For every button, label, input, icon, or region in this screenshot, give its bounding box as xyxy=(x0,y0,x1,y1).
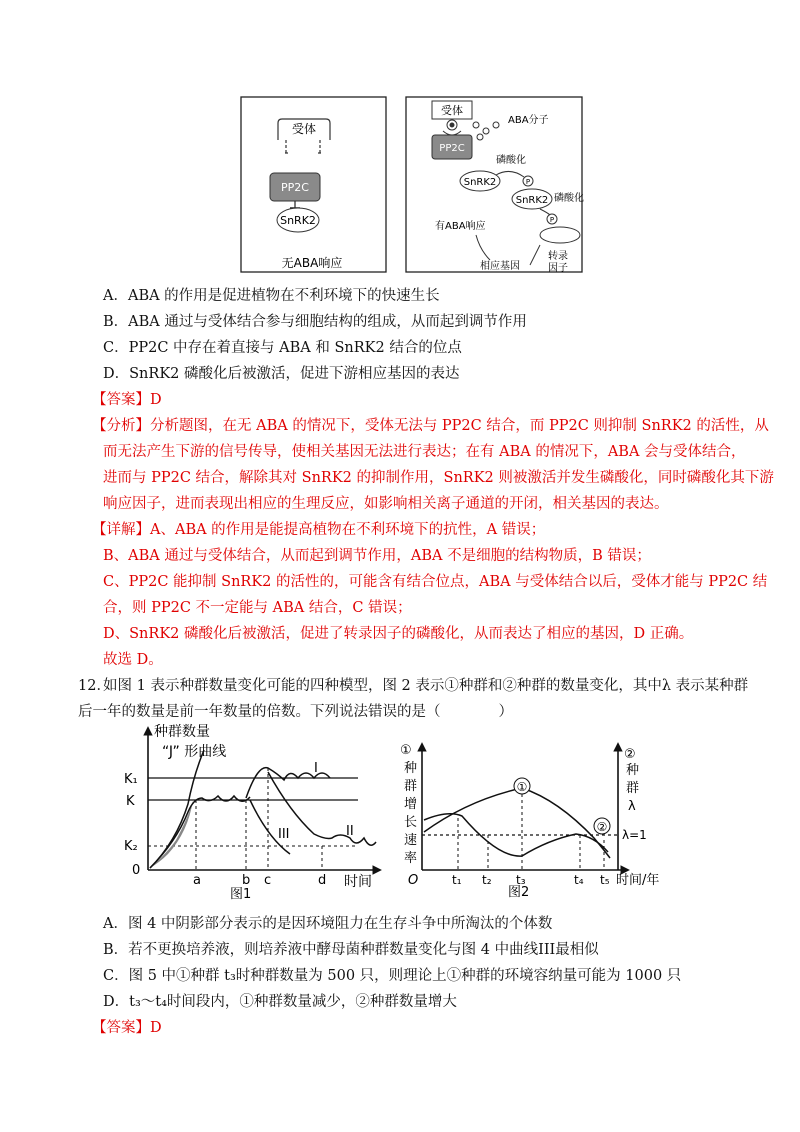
q12-option-b: B．若不更换培养液，则培养液中酵母菌种群数量变化与图 4 中曲线III最相似 xyxy=(103,942,599,958)
fig2-origin: O xyxy=(408,873,419,888)
fig1-s-curve xyxy=(150,796,250,868)
figure1-population-models xyxy=(118,722,386,902)
q11-option-b: B．ABA 通过与受体结合参与细胞结构的组成，从而起到调节作用 xyxy=(103,314,527,330)
q11-answer: 【答案】D xyxy=(92,392,162,408)
q11-detail-line-4: 合，则 PP2C 不一定能与 ABA 结合，C 错误； xyxy=(103,600,412,616)
gene-label: 相应基因 xyxy=(480,261,520,272)
q11-detail-line-1: 【详解】A、ABA 的作用是能提高植物在不利环境下的抗性，A 错误； xyxy=(92,522,546,538)
fig2-left-label-5: 速 xyxy=(404,833,418,848)
arrow-phos-2 xyxy=(540,209,550,215)
pp2c-label-b: PP2C xyxy=(439,143,465,154)
fig2-peak2-label: ② xyxy=(596,820,608,834)
fig1-origin: 0 xyxy=(132,863,141,878)
fig2-lambda1-label: λ=1 xyxy=(622,828,647,842)
fig2-right-label-2: 群 xyxy=(626,781,640,796)
fig2-left-label-6: 率 xyxy=(404,851,418,866)
arrow-response xyxy=(476,235,490,260)
fig2-caption: 图2 xyxy=(508,885,530,898)
fig2-left-label-1: 种 xyxy=(404,761,418,776)
fig2-curve-1 xyxy=(424,788,610,858)
q12-stem-line-2: 后一年的数量是前一年数量的倍数。下列说法错误的是（ ） xyxy=(78,704,513,720)
fig1-label-ii: II xyxy=(346,824,354,839)
q12-option-c: C．图 5 中①种群 t₃时种群数量为 500 只，则理论上①种群的环境容纳量可能为 1000 只 xyxy=(103,968,682,984)
q12-number: 12． xyxy=(78,678,111,694)
pp2c-label-a: PP2C xyxy=(281,181,309,194)
fig1-caption: 图1 xyxy=(230,887,252,902)
q12-answer: 【答案】D xyxy=(92,1020,162,1036)
fig1-k-label: K xyxy=(126,794,135,809)
transcription-factor-ellipse xyxy=(540,227,580,243)
snrk2-label-b2: SnRK2 xyxy=(515,195,549,206)
fig2-left-label-2: 群 xyxy=(404,779,418,794)
phosphorylation-label-1: 磷酸化 xyxy=(496,155,526,166)
fig2-left-circle: ① xyxy=(400,743,412,758)
fig1-label-i: I xyxy=(314,761,318,776)
fig1-k1-label: K₁ xyxy=(124,772,138,787)
q11-detail-line-2: B、ABA 通过与受体结合，从而起到调节作用，ABA 不是细胞的结构物质，B 错误； xyxy=(103,548,651,564)
aba-molecule-label: ABA分子 xyxy=(508,115,549,126)
fig2-tick-t3: t₃ xyxy=(516,873,526,887)
q11-detail-line-6: 故选 D。 xyxy=(103,652,163,668)
q11-option-d: D．SnRK2 磷酸化后被激活，促进下游相应基因的表达 xyxy=(103,366,460,382)
phosphate-p-1: P xyxy=(525,178,531,186)
fig2-x-label: 时间/年 xyxy=(616,873,660,888)
phosphorylation-label-2: 磷酸化 xyxy=(554,193,584,204)
aba-response-label: 有ABA响应 xyxy=(435,221,486,232)
fig1-j-curve-label: “J” 形曲线 xyxy=(162,744,227,760)
fig2-peak1-label: ① xyxy=(516,780,528,794)
q11-detail-line-5: D、SnRK2 磷酸化后被激活，促进了转录因子的磷酸化，从而表达了相应的基因，D 正确。 xyxy=(103,626,694,642)
snrk2-label-a: SnRK2 xyxy=(280,214,316,227)
fig1-label-iii: III xyxy=(278,827,290,842)
no-aba-caption: 无ABA响应 xyxy=(281,256,343,270)
aba-signaling-figure xyxy=(240,95,585,275)
fig1-k2-label: K₂ xyxy=(124,839,138,854)
arrow-phos-1 xyxy=(496,171,524,177)
q11-option-c: C．PP2C 中存在着直接与 ABA 和 SnRK2 结合的位点 xyxy=(103,340,462,356)
figure2-growth-rate-lambda xyxy=(398,740,680,898)
aba-molecules xyxy=(473,122,499,140)
q11-analysis-line-3: 进而与 PP2C 结合，解除其对 SnRK2 的抑制作用，SnRK2 则被激活并发生磷酸化，同时磷酸化其下游 xyxy=(103,470,774,486)
fig2-left-label-3: 增 xyxy=(404,797,418,812)
tf-label-line1: 转录 xyxy=(548,251,568,262)
tf-label-line2: 因子 xyxy=(548,263,568,274)
fig2-right-circle: ② xyxy=(624,747,636,762)
fig1-tick-b: b xyxy=(242,873,251,888)
fig2-tick-t4: t₄ xyxy=(574,873,584,887)
q11-option-a: A．ABA 的作用是促进植物在不利环境下的快速生长 xyxy=(103,288,440,304)
q12-option-a: A．图 4 中阴影部分表示的是因环境阻力在生存斗争中所淘汰的个体数 xyxy=(103,916,553,932)
fig2-tick-t5: t₅ xyxy=(600,873,610,887)
fig1-tick-c: c xyxy=(264,873,272,888)
fig1-y-label: 种群数量 xyxy=(154,724,210,740)
fig2-tick-t1: t₁ xyxy=(452,873,462,887)
fig2-right-label-1: 种 xyxy=(626,763,640,778)
q12-stem-line-1: 如图 1 表示种群数量变化可能的四种模型，图 2 表示①种群和②种群的数量变化，其中λ 表示某种群 xyxy=(103,678,749,694)
q11-detail-line-3: C、PP2C 能抑制 SnRK2 的活性的，可能含有结合位点，ABA 与受体结合以后，受体才能与 PP2C 结 xyxy=(103,574,768,590)
phosphate-p-2: P xyxy=(549,216,555,224)
receptor-label-b: 受体 xyxy=(441,104,463,117)
fig2-tick-t2: t₂ xyxy=(482,873,492,887)
q11-analysis-line-4: 响应因子，进而表现出相应的生理反应，如影响相关离子通道的开闭，相关基因的表达。 xyxy=(103,496,669,512)
fig1-x-label: 时间 xyxy=(344,874,372,890)
fig2-left-label-4: 长 xyxy=(404,815,418,830)
fig2-right-label-3: λ xyxy=(628,799,636,814)
fig1-tick-d: d xyxy=(318,873,327,888)
fig1-tick-a: a xyxy=(193,873,201,888)
q11-analysis-line-1: 【分析】分析题图，在无 ABA 的情况下，受体无法与 PP2C 结合，而 PP2C 则抑制 SnRK2 的活性，从 xyxy=(92,418,769,434)
aba-binding-site xyxy=(443,120,461,135)
snrk2-label-b1: SnRK2 xyxy=(463,177,497,188)
q11-analysis-line-2: 而无法产生下游的信号传导，使相关基因无法进行表达；在有 ABA 的情况下，ABA 会与受体结合， xyxy=(103,444,746,460)
receptor-label-a: 受体 xyxy=(291,122,317,136)
q12-option-d: D．t₃～t₄时间段内，①种群数量减少，②种群数量增大 xyxy=(103,994,457,1010)
tf-to-gene-line xyxy=(530,245,540,265)
